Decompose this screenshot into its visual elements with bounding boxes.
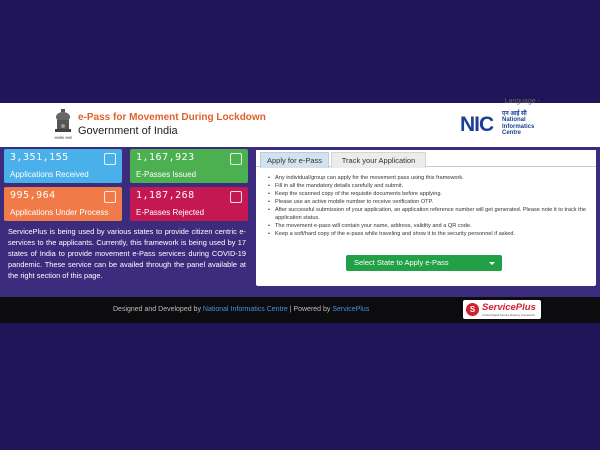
serviceplus-logo-name: ServicePlus [482,302,536,313]
language-selector[interactable]: Language - [504,98,540,105]
serviceplus-description: ServicePlus is being used by various states to provide citizen centric e-services to the applicants. Currently, this framework is being used by 17 states of India to provide movement e-Pass services during COVID-19 pandemic. These service can be availed through the panel available at the right section of this page. [8,227,246,280]
stat-card-under-process [4,187,122,221]
list-item: • After successful submission of your application, an application reference number will get generated. Please note it to track the application status. [268,206,592,222]
stat-label: E-Passes Rejected [136,208,205,217]
list-item: • Keep the scanned copy of the requisite documents before applying. [268,190,592,198]
stat-card-epasses-issued [130,149,248,183]
tab-apply-epass[interactable]: Apply for e-Pass [260,152,329,168]
stat-label: E-Passes Issued [136,170,197,179]
select-state-label: Select State to Apply e-Pass [354,258,449,267]
tab-track-application[interactable]: Track your Application [331,152,426,168]
select-state-button[interactable] [346,255,502,271]
footer-credits [113,306,369,313]
panel-tabs [256,150,596,167]
serviceplus-link[interactable]: ServicePlus [332,306,370,313]
caret-down-icon [489,262,495,265]
nic-name-line3: Centre [502,130,522,137]
emblem-caption: सत्यमेव जयते [54,136,72,140]
site-header [0,98,600,147]
people-icon [104,191,116,203]
stat-value: 995,964 [10,190,56,201]
site-footer [0,297,600,323]
nic-hindi-text: एन आई सी [502,111,527,117]
nic-logo-letters: NIC [460,113,494,136]
government-title: Government of India [78,125,178,137]
phone-pass-icon [230,153,242,165]
serviceplus-logo-tagline: Unified Digital Service Delivery Framework [482,313,536,317]
list-item: • Any individual/group can apply for the movement pass using this framework. [268,174,592,182]
instructions-list [268,174,592,238]
rejected-document-icon [230,191,242,203]
nic-name-line2: Informatics [502,123,535,130]
serviceplus-logo[interactable] [463,300,541,319]
stat-value: 3,351,155 [10,152,69,163]
nic-link[interactable]: National Informatics Centre [202,306,288,313]
site-title: e-Pass for Movement During Lockdown [78,112,266,123]
list-item: • Keep a soft/hard copy of the e-pass while traveling and show it to the security personnel if asked. [268,230,592,238]
nic-name-line1: National [502,117,526,124]
stat-label: Applications Under Process [10,208,109,217]
stat-value: 1,167,923 [136,152,195,163]
national-emblem-icon [52,108,74,142]
stat-card-epasses-rejected [130,187,248,221]
nic-logo[interactable] [460,110,540,140]
stat-label: Applications Received [10,170,89,179]
footer-middle: | Powered by [287,306,333,313]
epass-panel [256,150,596,286]
footer-prefix: Designed and Developed by [113,306,203,313]
stat-card-applications-received [4,149,122,183]
serviceplus-mark-icon: S [466,303,479,316]
nic-logo-text [502,111,534,137]
list-item: • Please use an active mobile number to receive verification OTP. [268,198,592,206]
document-icon [104,153,116,165]
list-item: • The movement e-pass will contain your name, address, validity and a QR code. [268,222,592,230]
stat-value: 1,187,268 [136,190,195,201]
list-item: • Fill in all the mandatory details carefully and submit. [268,182,592,190]
